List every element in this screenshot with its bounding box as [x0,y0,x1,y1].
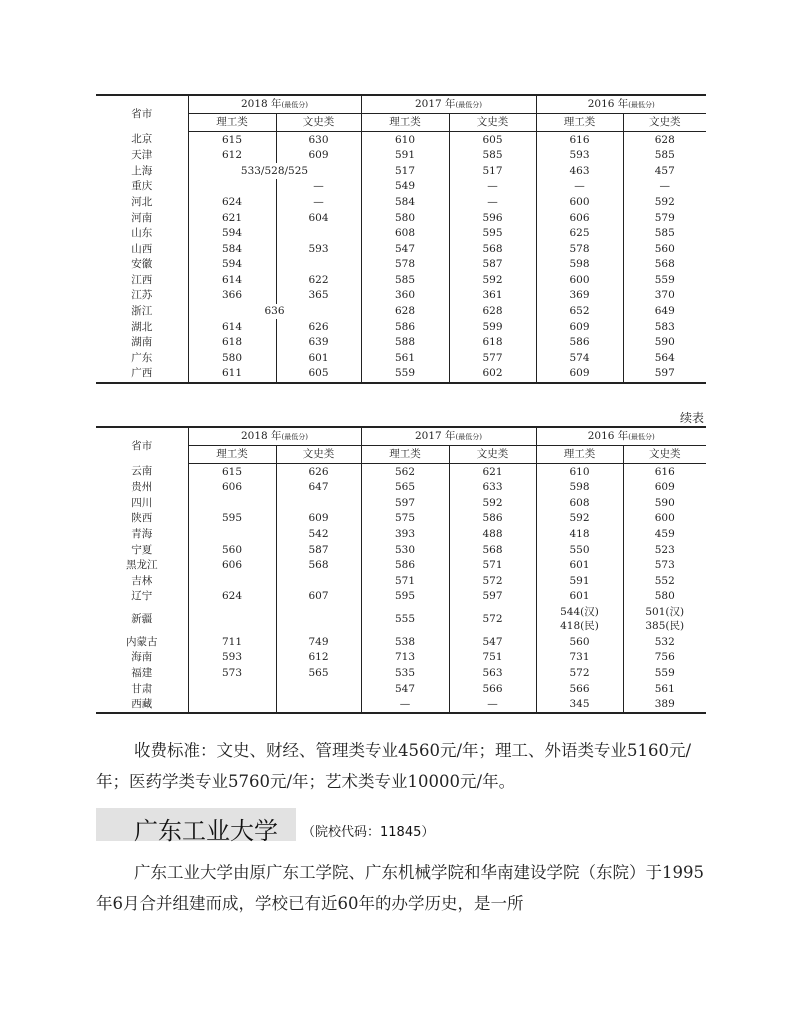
province-cell: 海南 [96,650,188,666]
table-row [96,288,706,304]
score-cell [188,681,276,697]
score-cell: 584 [361,194,449,210]
year-header-2017: 2017 年(最低分) [361,95,536,114]
table-row [96,179,706,195]
score-cell [188,697,276,714]
score-cell: 565 [276,666,361,682]
score-cell: 595 [188,511,276,527]
score-cell: 614 [188,319,276,335]
admission-score-table-continued [96,426,706,714]
score-cell: 568 [276,558,361,574]
score-cell: 535 [361,666,449,682]
score-cell: 562 [361,464,449,480]
province-cell: 青海 [96,526,188,542]
score-cell: 599 [449,319,536,335]
score-cell: 600 [654,512,675,525]
table-row [96,194,706,210]
score-cell: 592 [536,511,623,527]
score-cell: 598 [536,257,623,273]
table-row [96,226,706,242]
score-cell: 751 [449,650,536,666]
score-cell: 563 [449,666,536,682]
score-cell: 584 [188,241,276,257]
score-cell: 593 [276,241,361,257]
score-cell: 560 [654,242,675,255]
province-cell: 天津 [96,148,188,164]
score-cell: 591 [361,148,449,164]
score-cell: 533/528/525 [188,163,361,179]
province-cell: 江西 [96,272,188,288]
score-cell: 609 [536,366,623,383]
table-row [96,335,706,351]
score-cell: 586 [361,558,449,574]
score-cell: 530 [361,542,449,558]
score-cell: 608 [361,226,449,242]
score-cell: 559 [654,667,675,680]
score-cell: 360 [361,288,449,304]
score-cell: 756 [654,651,675,664]
score-cell: 517 [449,163,536,179]
score-cell: 590 [654,336,675,349]
table-row [96,558,706,574]
score-cell: — [276,194,361,210]
province-cell: 山东 [96,226,188,242]
score-cell: 647 [276,480,361,496]
score-cell: 601 [536,589,623,605]
score-cell: 610 [361,132,449,148]
score-cell: 606 [188,558,276,574]
score-cell: — [449,194,536,210]
score-cell: 573 [654,559,675,572]
score-cell: 588 [361,335,449,351]
score-cell: 597 [361,495,449,511]
score-cell: 574 [536,350,623,366]
province-cell: 山西 [96,241,188,257]
score-cell: 595 [361,589,449,605]
table-row [96,272,706,288]
score-cell: 547 [449,634,536,650]
score-cell: 560 [188,542,276,558]
score-cell: 633 [449,480,536,496]
table-row [96,604,706,634]
table-row [96,210,706,226]
art-header: 文史类 [623,446,706,464]
score-cell: 598 [536,480,623,496]
score-cell: 578 [536,241,623,257]
score-cell: 606 [188,480,276,496]
year-header-2018: 2018 年(最低分) [188,427,361,446]
table-row [96,511,706,527]
table-row [96,148,706,164]
province-cell: 安徽 [96,257,188,273]
province-cell: 黑龙江 [96,558,188,574]
score-cell: 594 [188,226,276,242]
score-cell [188,604,276,634]
score-cell: — [276,179,361,195]
score-cell: 538 [361,634,449,650]
score-cell: 559 [361,366,449,383]
score-cell: 628 [361,304,449,320]
university-intro-paragraph: 广东工业大学由原广东工学院、广东机械学院和华南建设学院（东院）于1995年6月合并组建而成，学校已有近60年的办学历史，是一所 [96,863,704,913]
score-cell: 572 [449,604,536,634]
score-cell: 621 [188,210,276,226]
score-cell: 571 [449,558,536,574]
table-row [96,304,706,320]
score-cell: 590 [654,496,675,509]
score-cell: 622 [276,272,361,288]
province-cell: 上海 [96,163,188,179]
score-cell: 370 [654,289,675,302]
score-cell: 587 [449,257,536,273]
score-cell: 605 [276,366,361,383]
score-cell: 577 [449,350,536,366]
score-cell: 593 [536,148,623,164]
score-cell [188,495,276,511]
sci-header: 理工类 [536,114,623,132]
year-header-2016: 2016 年(最低分) [536,427,706,446]
score-cell: 594 [188,257,276,273]
score-cell: 361 [449,288,536,304]
score-cell: 463 [536,163,623,179]
score-cell: 749 [276,634,361,650]
score-cell: 626 [276,319,361,335]
score-cell: 572 [449,573,536,589]
score-subvalue: 418(民) [560,620,599,633]
province-cell: 江苏 [96,288,188,304]
score-cell: 592 [654,195,675,208]
score-cell: 616 [654,465,675,478]
score-cell: 586 [536,335,623,351]
province-cell: 广东 [96,350,188,366]
score-cell: 365 [276,288,361,304]
province-cell: 广西 [96,366,188,383]
year-header-2017: 2017 年(最低分) [361,427,536,446]
table-row [96,697,706,714]
score-cell: 596 [449,210,536,226]
province-cell: 河南 [96,210,188,226]
score-cell [276,604,361,634]
score-subvalue: 501(汉) [645,605,685,618]
score-cell: 628 [654,133,675,146]
score-cell: 369 [536,288,623,304]
score-cell: 552 [654,574,675,587]
province-cell: 陕西 [96,511,188,527]
province-cell: 湖南 [96,335,188,351]
score-cell: 586 [361,319,449,335]
score-cell [276,226,361,242]
score-cell: 573 [188,666,276,682]
score-cell: 605 [449,132,536,148]
score-cell: 601 [276,350,361,366]
score-cell: 652 [536,304,623,320]
score-cell: 600 [536,194,623,210]
table-row [96,589,706,605]
score-cell: 713 [361,650,449,666]
score-cell: 542 [276,526,361,542]
score-cell: 578 [361,257,449,273]
province-cell: 宁夏 [96,542,188,558]
score-cell: 580 [654,590,675,603]
score-cell: 612 [276,650,361,666]
score-cell: 610 [536,464,623,480]
score-cell: 618 [449,335,536,351]
table-row [96,634,706,650]
score-cell: 612 [188,148,276,164]
table-row [96,480,706,496]
score-cell: 624 [188,589,276,605]
score-cell: 547 [361,241,449,257]
score-cell: 618 [188,335,276,351]
table-row [96,573,706,589]
score-cell: 583 [654,320,675,333]
table-row [96,163,706,179]
score-cell: 601 [536,558,623,574]
table-row [96,257,706,273]
score-cell: 564 [654,351,675,364]
score-cell: 606 [536,210,623,226]
score-cell: 628 [449,304,536,320]
score-cell: 532 [654,635,675,648]
score-cell: 636 [188,304,361,320]
table-row [96,464,706,480]
score-cell: 604 [276,210,361,226]
sci-header: 理工类 [536,446,623,464]
score-cell: 615 [188,132,276,148]
score-cell [276,573,361,589]
score-cell: 731 [536,650,623,666]
score-cell: 630 [276,132,361,148]
score-cell: 595 [449,226,536,242]
score-cell: 568 [449,241,536,257]
score-cell: 572 [536,666,623,682]
score-cell: 711 [188,634,276,650]
score-cell: 568 [654,258,675,271]
province-cell: 北京 [96,132,188,148]
score-cell: — [659,180,670,193]
score-subvalue: 385(民) [645,620,685,633]
score-cell: 575 [361,511,449,527]
score-cell: 561 [654,682,675,695]
score-cell: 587 [276,542,361,558]
score-cell: 616 [536,132,623,148]
score-cell: 523 [654,543,675,556]
score-cell: — [449,179,536,195]
continued-label: 续表 [679,411,704,425]
score-cell: 639 [276,335,361,351]
score-cell: 459 [654,527,675,540]
province-cell: 新疆 [96,604,188,634]
score-cell: 597 [449,589,536,605]
university-title: 广东工业大学 [134,817,278,845]
province-cell: 河北 [96,194,188,210]
art-header: 文史类 [449,446,536,464]
score-cell: 592 [449,272,536,288]
score-cell: 580 [188,350,276,366]
score-cell: 517 [361,163,449,179]
admission-score-table [96,94,706,384]
score-cell: 609 [536,319,623,335]
score-cell [276,495,361,511]
score-cell [188,526,276,542]
score-cell: 389 [623,697,706,714]
province-cell: 甘肃 [96,681,188,697]
score-cell: 566 [449,681,536,697]
score-cell: 592 [449,495,536,511]
sci-header: 理工类 [188,446,276,464]
year-header-2016: 2016 年(最低分) [536,95,706,114]
province-header: 省市 [96,95,188,132]
art-header: 文史类 [276,446,361,464]
province-cell: 浙江 [96,304,188,320]
table-row [96,350,706,366]
score-cell [536,604,623,634]
score-cell: 597 [623,366,706,383]
province-header: 省市 [96,427,188,464]
score-cell: 649 [654,305,675,318]
score-cell: 593 [188,650,276,666]
score-cell: 611 [188,366,276,383]
province-cell: 湖北 [96,319,188,335]
score-cell: 591 [536,573,623,589]
score-cell: 609 [654,481,675,494]
score-cell: 560 [536,634,623,650]
score-cell: 621 [449,464,536,480]
score-cell: 585 [361,272,449,288]
table-row [96,132,706,148]
university-code: （院校代码：11845） [302,825,435,840]
table-row [96,526,706,542]
table-row [96,650,706,666]
art-header: 文史类 [449,114,536,132]
score-cell [188,573,276,589]
score-cell: 585 [449,148,536,164]
score-cell: 600 [536,272,623,288]
score-cell: 580 [361,210,449,226]
table-row [96,542,706,558]
score-cell: 547 [361,681,449,697]
score-cell: 457 [654,164,675,177]
table-row [96,366,706,383]
score-cell: 418 [536,526,623,542]
score-cell: 566 [536,681,623,697]
province-cell: 贵州 [96,480,188,496]
score-cell: 345 [536,697,623,714]
score-cell: 586 [449,511,536,527]
sci-header: 理工类 [361,446,449,464]
sci-header: 理工类 [188,114,276,132]
score-cell [276,697,361,714]
province-cell: 吉林 [96,573,188,589]
score-cell [276,681,361,697]
art-header: 文史类 [623,114,706,132]
score-cell [623,604,706,634]
score-cell: 625 [536,226,623,242]
table-row [96,495,706,511]
score-cell: 609 [276,511,361,527]
score-cell: 550 [536,542,623,558]
score-cell [188,179,276,195]
score-cell: 565 [361,480,449,496]
score-cell: 366 [188,288,276,304]
score-cell: 585 [654,227,675,240]
province-cell: 云南 [96,464,188,480]
table-row [96,319,706,335]
province-cell: 西藏 [96,697,188,714]
art-header: 文史类 [276,114,361,132]
score-cell: 615 [188,464,276,480]
score-cell: 568 [449,542,536,558]
sci-header: 理工类 [361,114,449,132]
year-header-2018: 2018 年(最低分) [188,95,361,114]
score-cell: 579 [654,211,675,224]
score-cell: 624 [188,194,276,210]
score-cell: 609 [276,148,361,164]
score-cell: 607 [276,589,361,605]
score-cell: 488 [449,526,536,542]
score-cell: 585 [654,149,675,162]
score-cell: — [361,697,449,714]
score-cell: 561 [361,350,449,366]
score-cell: 559 [654,273,675,286]
province-cell: 内蒙古 [96,634,188,650]
score-cell: 393 [361,526,449,542]
score-cell: — [449,697,536,714]
score-cell: 602 [449,366,536,383]
score-subvalue: 544(汉) [560,605,599,618]
province-cell: 四川 [96,495,188,511]
province-cell: 辽宁 [96,589,188,605]
score-cell [276,257,361,273]
province-cell: 福建 [96,666,188,682]
table-row [96,241,706,257]
score-cell: — [536,179,623,195]
score-cell: 549 [361,179,449,195]
table-row [96,666,706,682]
table-row [96,681,706,697]
score-cell: 608 [536,495,623,511]
score-cell: 571 [361,573,449,589]
score-cell: 626 [276,464,361,480]
score-cell: 555 [361,604,449,634]
province-cell: 重庆 [96,179,188,195]
fee-standard-paragraph: 收费标准：文史、财经、管理类专业4560元/年；理工、外语类专业5160元/年；医药学类专业5760元/年；艺术类专业10000元/年。 [96,741,692,791]
score-cell: 614 [188,272,276,288]
